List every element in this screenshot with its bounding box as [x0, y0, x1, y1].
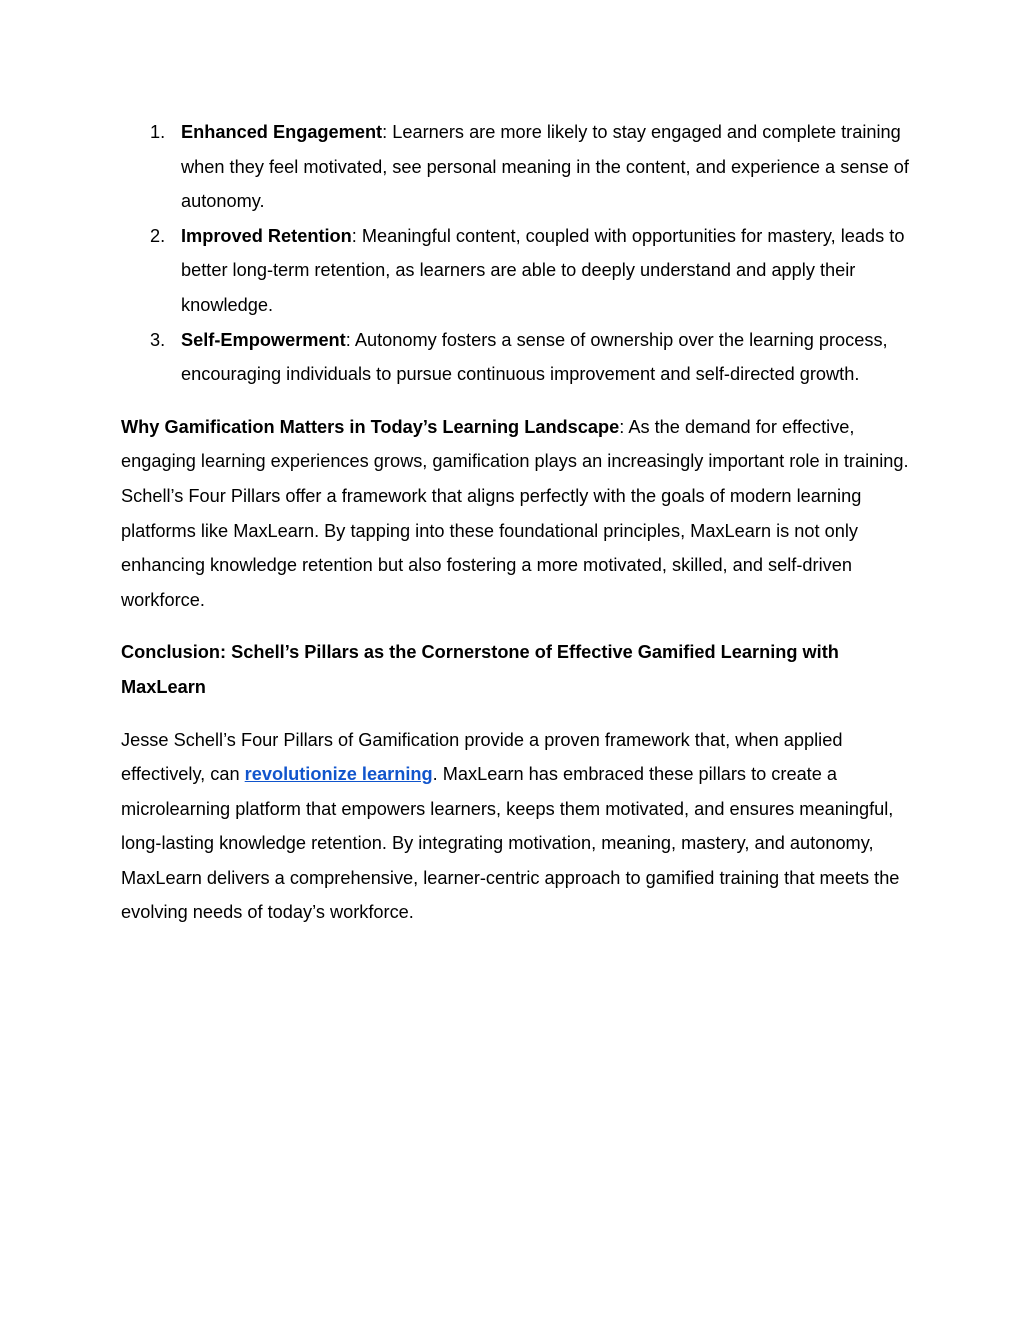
- why-gamification-paragraph: [121, 410, 911, 618]
- list-marker: 3.: [150, 329, 166, 350]
- list-item-text: : Learners are more likely to stay engaged and complete training when they feel motivated, see personal meaning in the content, and experience a sense of autonomy.: [181, 122, 909, 212]
- list-item: [121, 115, 911, 219]
- list-item: [121, 323, 911, 392]
- why-gamification-title: Why Gamification Matters in Today’s Learning Landscape: [121, 416, 620, 437]
- conclusion-text-end: . MaxLearn has embraced these pillars to create a microlearning platform that empowers learners, keeps them motivated, and ensures meaningful, long-lasting knowledge retention. By integrating motivation, meaning, mastery, and autonomy, MaxLearn delivers a comprehensive, learner-centric approach to gamified training that meets the evolving needs of today’s workforce.: [121, 764, 900, 923]
- why-gamification-text: : As the demand for effective, engaging learning experiences grows, gamification plays an increasingly important role in training. Schell’s Four Pillars offer a framework that aligns perfectly with the goals of modern learning platforms like MaxLearn. By tapping into these foundational principles, MaxLearn is not only enhancing knowledge retention but also fostering a more motivated, skilled, and self-driven workforce.: [121, 416, 909, 610]
- list-item-title: Enhanced Engagement: [181, 122, 383, 142]
- list-item: [121, 219, 911, 323]
- list-marker: 2.: [150, 225, 166, 246]
- list-item-title: Self-Empowerment: [181, 329, 346, 350]
- conclusion-paragraph: [121, 723, 911, 931]
- revolutionize-learning-link[interactable]: revolutionize learning: [244, 764, 433, 785]
- conclusion-heading: Conclusion: Schell’s Pillars as the Cornerstone of Effective Gamified Learning with MaxLearn: [121, 642, 839, 697]
- document-page: [121, 115, 911, 930]
- list-item-text: : Meaningful content, coupled with opportunities for mastery, leads to better long-term retention, as learners are able to deeply understand and apply their knowledge.: [181, 225, 905, 315]
- benefits-list: [121, 115, 911, 392]
- conclusion-text-start: Jesse Schell’s Four Pillars of Gamification provide a proven framework that, when applied effectively, can: [121, 729, 843, 785]
- list-marker: 1.: [150, 122, 166, 142]
- list-item-title: Improved Retention: [181, 225, 352, 246]
- list-item-text: : Autonomy fosters a sense of ownership over the learning process, encouraging individuals to pursue continuous improvement and self-directed growth.: [181, 329, 888, 385]
